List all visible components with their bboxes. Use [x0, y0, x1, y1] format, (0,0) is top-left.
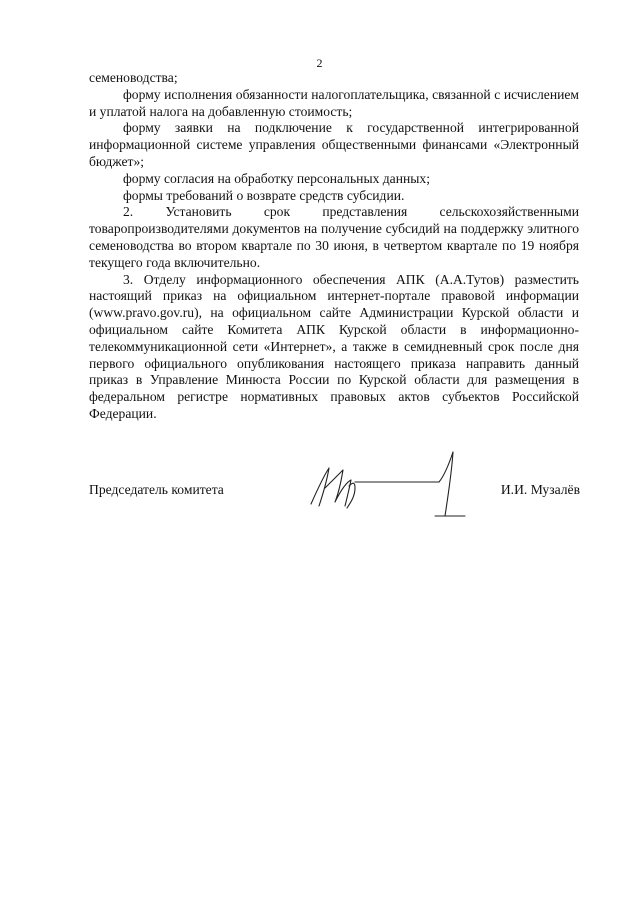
paragraph: форму согласия на обработку персональных данных; — [123, 170, 430, 186]
paragraph: форму исполнения обязанности налогоплательщика, связанной с исчислением и уплатой налога на добавленную стоимость; — [89, 86, 579, 119]
handwritten-signature — [289, 446, 489, 526]
page-number: 2 — [316, 56, 323, 70]
signature-block — [89, 470, 580, 530]
signer-name: И.И. Музалёв — [500, 482, 580, 497]
signer-title: Председатель комитета — [89, 482, 224, 497]
paragraph: 2. Установить срок представления сельскохозяйственными товаропроизводителями документов на получение субсидий на поддержку элитного семеноводства во втором квартале по 30 июня, в четвертом квартале по 19 ноября текущего года включительно. — [89, 204, 579, 270]
paragraph: формы требований о возврате средств субсидии. — [123, 187, 405, 203]
paragraph: форму заявки на подключение к государственной интегрированной информационной системе управления общественными финансами «Электронный бюджет»; — [89, 120, 579, 169]
paragraph: семеноводства; — [89, 70, 178, 85]
document-body — [89, 70, 579, 423]
paragraph: 3. Отделу информационного обеспечения АПК (А.А.Тутов) разместить настоящий приказ на официальном интернет-портале правовой информации (www.pravo.gov.ru), на официальном сайте Администрации Курской области и официальном сайте Комитета АПК Курской области в информационно-телекоммуникационной сети «Интернет», а также в семидневный срок после дня первого официального опубликования настоящего приказа направить данный приказ в Управление Минюста России по Курской области для размещения в федеральном регистре нормативных правовых актов субъектов Российской Федерации. — [89, 271, 579, 421]
